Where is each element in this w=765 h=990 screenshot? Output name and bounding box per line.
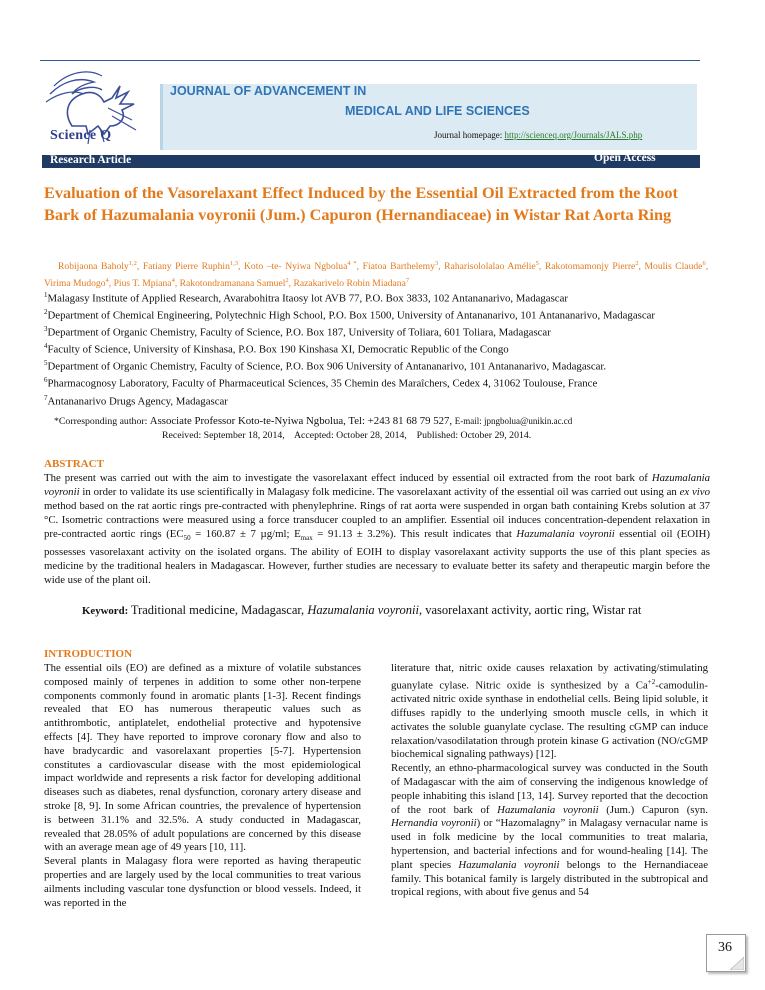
intro-right-paragraph-1: literature that, nitric oxide causes relaxation by activating/stimulating guanylate cylase. Nitric oxide is synthesized by a $Ca^{+2}-camodulin$-activated nitric oxide synthase in endothelial cells. Being lipid soluble, it diffuses rapidly to the underlying smooth muscle cells, in which it activates the soluble guanylate cyclase. The resulting cGMP can induce relaxation/vasodilatation through protein kinase G activation (NO/cGMP biochemical signaling pathways) [12].	[391, 662, 708, 761]
journal-homepage-link[interactable]: http://scienceq.org/Journals/JALS.php	[504, 130, 643, 140]
affiliation-list	[44, 289, 708, 409]
article-type-label: Research Article	[50, 154, 132, 166]
affiliation: $^1$Malagasy Institute of Applied Research, Avarabohitra Itaosy lot AVB 77, P.O. Box 3833, 102 Antananarivo, Madagascar	[44, 291, 568, 305]
open-access-label: Open Access	[594, 152, 656, 164]
intro-right-paragraph-2: Recently, an ethno-pharmacological survey was conducted in the South of Madagascar with the aim of conserving the indigenous knowledge of people inhabiting this island [13, 14]. Survey reported that the decoction of the root bark of Hazumalania voyronii (Jum.) Capuron (syn. Hernandia voyronii) or “Hazomalagny” in Malagasy vernacular name is used in folk medicine by the local communities to treat malaria, hypertension, and bacterial infections and for wound-healing [14]. The plant species Hazumalania voyronii belongs to the Hernandiaceae family. This botanical family is largely distributed in the subtropical and tropical regions, with about five genus and 54	[391, 762, 709, 899]
introduction-heading: INTRODUCTION	[44, 648, 133, 660]
keywords: Keyword: Traditional medicine, Madagascar, Hazumalania voyronii, vasorelaxant activity, aortic ring, Wistar rat	[82, 603, 642, 617]
abstract-heading: ABSTRACT	[44, 458, 104, 470]
author: Rakotondramanana Samuel$^2$	[179, 276, 289, 289]
author: Koto –te- Nyiwa Ngbolua$^{4 *}$	[243, 260, 357, 273]
page-number: 36	[718, 940, 732, 955]
affiliation: $^5$Department of Organic Chemistry, Faculty of Science, P.O. Box 906 University of Antananarivo, 101 Antananarivo, Madagascar.	[44, 359, 607, 373]
header-rule	[40, 60, 700, 61]
intro-right-column	[391, 662, 708, 900]
journal-homepage: Journal homepage: http://scienceq.org/Journals/JALS.php	[434, 130, 643, 140]
logo-text: Science Q	[50, 128, 112, 143]
article-title: Evaluation of the Vasorelaxant Effect Induced by the Essential Oil Extracted from the Root Bark of Hazumalania voyronii (Jum.) Capuron (Hernandiaceae) in Wistar Rat Aorta Ring	[44, 183, 678, 224]
affiliation: $^3$Department of Organic Chemistry, Faculty of Science, P.O. Box 187, University of Toliara, 601 Toliara, Madagascar	[44, 325, 551, 339]
author: Fiatoa Barthelemy$^3$	[362, 260, 439, 273]
page-curl-icon	[730, 957, 744, 970]
abstract-body: The present was carried out with the aim to investigate the vasorelaxant effect induced by essential oil extracted from the root bark of Hazumalania voyronii in order to validate its use scientifically in Malagasy folk medicine. The vasorelaxant activity of the essential oil was carried out using an ex vivo method based on the rat aortic rings pre-contracted with phenylephrine. Rings of rat aorta were suspended in organ bath containing Krebs solution at 37 °C. Isometric contractions were measured using a force transducer coupled to an amplifier. Essential oil induces concentration-dependent relaxation in pre-contracted aortic rings ($EC_{50} = 160.87 \pm 7$ µg/ml; $E_{max} = 91.13 \pm 3.2\%$). This result indicates that Hazumalania voyronii essential oil (EOIH) possesses vasorelaxant activity on the isolated organs. The ability of EOIH to display vasorelaxant activity supports the use of this plant species as medicine by the traditional healers in Madagascar. However, further studies are necessary to evaluate better its safety and therapeutic margin before the wide use of the plant oil.	[44, 472, 710, 586]
affiliation: $^2$Department of Chemical Engineering, Polytechnic High School, P.O. Box 1500, University of Antananarivo, 101 Antananarivo, Madagascar	[44, 308, 655, 322]
intro-left-paragraph-2: Several plants in Malagasy flora were reported as having therapeutic properties and are largely used by the local communities to treat various ailments including vascular tone dysfunction or blood vessels. Indeed, it was reported in the	[44, 855, 361, 909]
author: Fatiany Pierre Ruphin$^{1,3}$	[142, 260, 238, 273]
intro-left-column	[44, 662, 361, 910]
article-dates: Received: September 18, 2014, Accepted: October 28, 2014, Published: October 29, 2014.	[162, 430, 532, 441]
affiliation: $^7$Antananarivo Drugs Agency, Madagascar	[44, 393, 228, 408]
intro-left-paragraph-1: The essential oils (EO) are defined as a mixture of volatile substances composed mainly of terpenes in addition to some other non-terpene components commonly found in aromatic plants [1-3]. Recent findings revealed that EO has numerous therapeutic values such as antithrombotic, antiplatelet, endothelial protective and hypotensive effects [4]. They have reported to improve coronary flow and also to have bradycardic and vasorelaxant properties [5-7]. Hypertension constitutes a cardiovascular disease with the most epidemiological impact worldwide and represents a risk factor for developing additional diseases such as diabetes, renal dysfunction, coronary artery disease and stroke [8, 9]. In some African countries, the prevalence of hypertension is between 31.1% and 32.5%. A study conducted in Madagascar, revealed that 28.05% of adult populations are concerned by this disease with an average mean age of 49 years [10, 11].	[44, 662, 361, 854]
author: Raharisololalao Amélie$^5$	[444, 260, 539, 273]
author: Moulis Claude$^6$	[644, 260, 706, 273]
author: Virima Mudogo$^4$	[44, 276, 109, 289]
affiliation: $^4$Faculty of Science, University of Kinshasa, P.O. Box 190 Kinshasa XI, Democratic Republic of the Congo	[44, 342, 509, 356]
corresponding-author: *Corresponding author: Associate Professor Koto-te-Nyiwa Ngbolua, Tel: +243 81 68 79 527, E-mail: jpngbolua@unikin.ac.cd	[54, 415, 573, 427]
author: Robijaona Baholy$^{1,2}$	[58, 260, 137, 273]
affiliation: $^6$Pharmacognosy Laboratory, Faculty of Pharmaceutical Sciences, 35 Chemin des Maraîchers, Cedex 4, 31062 Toulouse, France	[44, 376, 598, 391]
journal-name-line2: MEDICAL AND LIFE SCIENCES	[345, 104, 530, 118]
author: Pius T. Mpiana$^4$	[113, 276, 175, 289]
author: Razakarivelo Robin Miadana$^7$	[293, 276, 410, 289]
corresponding-email[interactable]: E-mail: jpngbolua@unikin.ac.cd	[454, 416, 573, 426]
author-list: Robijaona Baholy$^{1,2}$, Fatiany Pierre Ruphin$^{1,3}$, Koto –te- Nyiwa Ngbolua$^{4 *}$, Fiatoa Barthelemy$^3$, Raharisololalao Amélie$^5$, Rakotomamonjy Pierre$^2$, Moulis Claude$^6$, Virima Mudogo$^4$, Pius T. Mpiana$^4$, Rakotondramanana Samuel$^2$, Razakarivelo Robin Miadana$^7$	[44, 260, 709, 289]
author: Rakotomamonjy Pierre$^2$	[544, 260, 639, 273]
journal-name-line1: JOURNAL OF ADVANCEMENT IN	[170, 84, 367, 98]
